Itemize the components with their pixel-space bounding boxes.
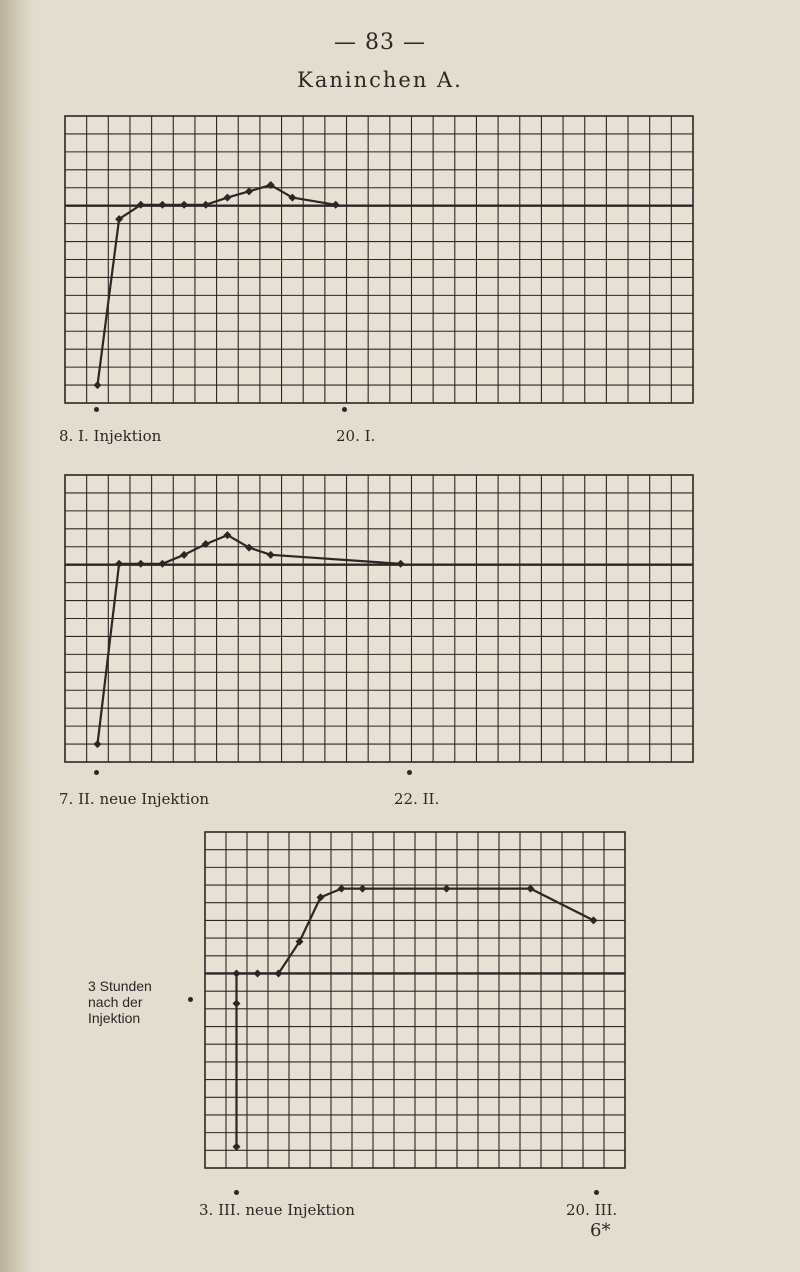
chart-2-label-dot-2 <box>407 770 412 775</box>
side-note-line-1: 3 Stunden <box>88 978 152 994</box>
chart-3-label-dot-1 <box>234 1190 239 1195</box>
chart-2-label-dot-1 <box>94 770 99 775</box>
temperature-chart-3 <box>205 832 625 1168</box>
chart-1-label-dot-1 <box>94 407 99 412</box>
side-note-line-3: Injektion <box>88 1010 141 1026</box>
chart-1-label-dot-2 <box>342 407 347 412</box>
temperature-chart-2 <box>65 475 693 762</box>
chart-3-label-start: 3. III. neue Injektion <box>199 1201 355 1219</box>
chart-2-label-end: 22. II. <box>394 790 440 808</box>
side-note-line-2: nach der <box>88 994 143 1010</box>
chart-2-label-start: 7. II. neue Injektion <box>59 790 210 808</box>
side-note-dot <box>188 997 193 1002</box>
page-binding-edge <box>0 0 34 1272</box>
signature-mark: 6* <box>590 1220 611 1241</box>
chart-3-side-note <box>88 978 152 1026</box>
chart-1-label-end: 20. I. <box>336 427 376 445</box>
page-title: Kaninchen A. <box>297 68 463 92</box>
chart-3-label-dot-2 <box>594 1190 599 1195</box>
temperature-chart-1 <box>65 116 693 403</box>
chart-1-label-start: 8. I. Injektion <box>59 427 162 445</box>
page-number: — 83 — <box>334 30 426 55</box>
chart-3-label-end: 20. III. <box>566 1201 618 1219</box>
